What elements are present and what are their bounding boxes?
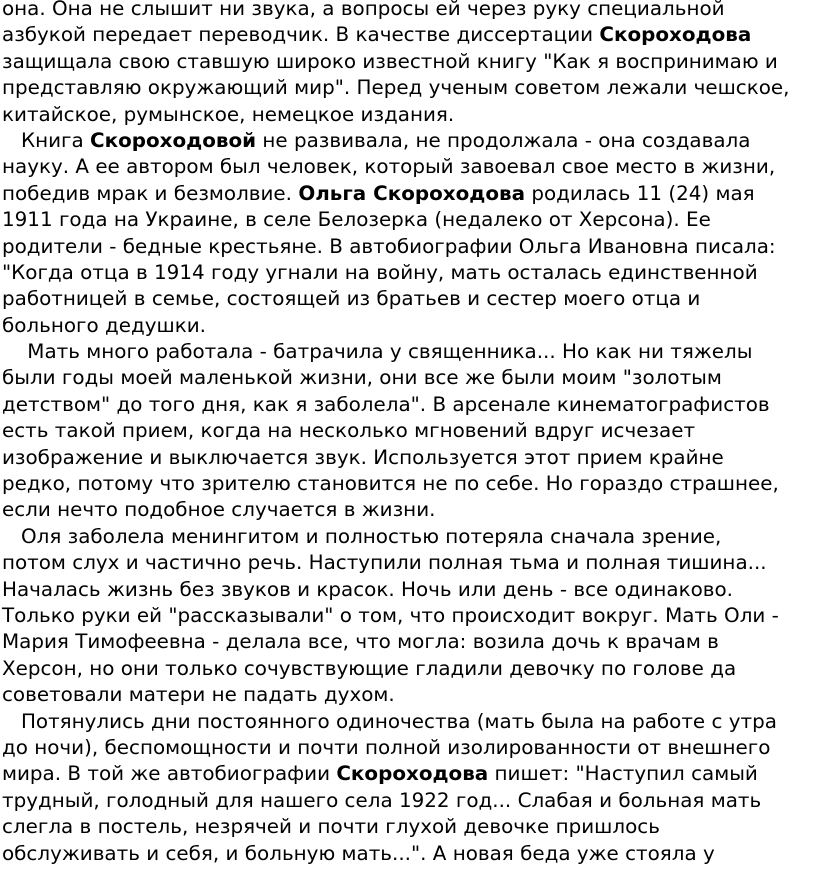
text-line: [2, 497, 816, 523]
text-segment: "Когда отца в 1914 году угнали на войну, мать осталась единственной: [2, 260, 758, 284]
text-segment: потом слух и частично речь. Наступили полная тьма и полная тишина...: [2, 551, 767, 575]
text-segment: она. Она не слышит ни звука, а вопросы ей через руку специальной: [2, 0, 725, 20]
text-segment: советовали матери не падать духом.: [2, 683, 395, 707]
text-segment: Потянулись дни постоянного одиночества (мать была на работе с утра: [2, 709, 777, 733]
text-line: [2, 102, 816, 128]
text-segment: представляю окружающий мир". Перед ученым советом лежали чешское,: [2, 76, 790, 100]
text-line: [2, 313, 816, 339]
text-line: [2, 656, 816, 682]
bold-name-text: Скороходова: [336, 762, 489, 786]
text-segment: защищала свою ставшую широко известной книгу "Как я воспринимаю и: [2, 49, 778, 73]
text-line: [2, 207, 816, 233]
text-line: [2, 260, 816, 286]
text-line: [2, 445, 816, 471]
bold-name-text: Скороходовой: [89, 128, 257, 152]
text-line: [2, 22, 816, 48]
text-segment: науку. А ее автором был человек, который завоевал свое место в жизни,: [2, 155, 776, 179]
text-line: [2, 339, 816, 365]
text-segment: мира. В той же автобиографии: [2, 762, 337, 786]
text-segment: победив мрак и безмолвие.: [2, 181, 299, 205]
text-segment: больного дедушки.: [2, 313, 206, 337]
bold-name-text: Скороходова: [599, 23, 752, 47]
bold-name-text: Ольга Скороходова: [298, 181, 526, 205]
text-segment: Только руки ей "рассказывали" о том, что происходит вокруг. Мать Оли -: [2, 603, 779, 627]
text-line: [2, 735, 816, 761]
text-line: [2, 841, 816, 867]
text-segment: Мать много работала - батрачила у священника... Но как ни тяжелы: [2, 340, 753, 364]
text-segment: до ночи), беспомощности и почти полной изолированности от внешнего: [2, 735, 771, 759]
text-segment: азбукой передает переводчик. В качестве диссертации: [2, 23, 600, 47]
text-segment: не развивала, не продолжала - она создавала: [256, 128, 751, 152]
text-line: [2, 286, 816, 312]
text-segment: Оля заболела менингитом и полностью потеряла сначала зрение,: [2, 524, 722, 548]
text-segment: 1911 года на Украине, в селе Белозерка (недалеко от Херсона). Ее: [2, 208, 711, 232]
text-segment: слегла в постель, незрячей и почти глухой девочке пришлось: [2, 815, 660, 839]
text-segment: пишет: "Наступил самый: [488, 762, 758, 786]
text-segment: есть такой прием, когда на несколько мгновений вдруг исчезает: [2, 419, 696, 443]
text-segment: детством" до того дня, как я заболела". В арсенале кинематографистов: [2, 392, 770, 416]
text-line: [2, 365, 816, 391]
text-line: [2, 471, 816, 497]
text-line: [2, 814, 816, 840]
text-line: [2, 629, 816, 655]
text-line: [2, 577, 816, 603]
text-line: [2, 128, 816, 154]
text-line: [2, 603, 816, 629]
text-line: [2, 154, 816, 180]
text-segment: если нечто подобное случается в жизни.: [2, 498, 436, 522]
text-segment: работницей в семье, состоящей из братьев и сестер моего отца и: [2, 287, 701, 311]
text-segment: трудный, голодный для нашего села 1922 год... Слабая и больная мать: [2, 788, 762, 812]
text-segment: изображение и выключается звук. Используется этот прием крайне: [2, 445, 724, 469]
text-line: [2, 392, 816, 418]
text-line: [2, 49, 816, 75]
text-line: [2, 788, 816, 814]
text-line: [2, 0, 816, 22]
text-segment: Началась жизнь без звуков и красок. Ночь или день - все одинаково.: [2, 577, 734, 601]
text-segment: Мария Тимофеевна - делала все, что могла: возила дочь к врачам в: [2, 630, 719, 654]
text-line: [2, 550, 816, 576]
text-segment: были годы моей маленькой жизни, они все же были моим "золотым: [2, 366, 722, 390]
text-segment: Херсон, но они только сочувствующие гладили девочку по голове да: [2, 656, 737, 680]
text-line: [2, 418, 816, 444]
text-segment: китайское, румынское, немецкое издания.: [2, 102, 455, 126]
text-segment: редко, потому что зрителю становится не по себе. Но гораздо страшнее,: [2, 472, 779, 496]
text-segment: обслуживать и себя, и больную мать...". А новая беда уже стояла у: [2, 841, 715, 865]
text-line: [2, 524, 816, 550]
text-line: [2, 181, 816, 207]
text-line: [2, 761, 816, 787]
text-line: [2, 709, 816, 735]
text-line: [2, 234, 816, 260]
text-segment: родилась 11 (24) мая: [525, 181, 755, 205]
text-segment: Книга: [2, 128, 90, 152]
text-line: [2, 682, 816, 708]
text-segment: родители - бедные крестьяне. В автобиографии Ольга Ивановна писала:: [2, 234, 776, 258]
text-line: [2, 75, 816, 101]
